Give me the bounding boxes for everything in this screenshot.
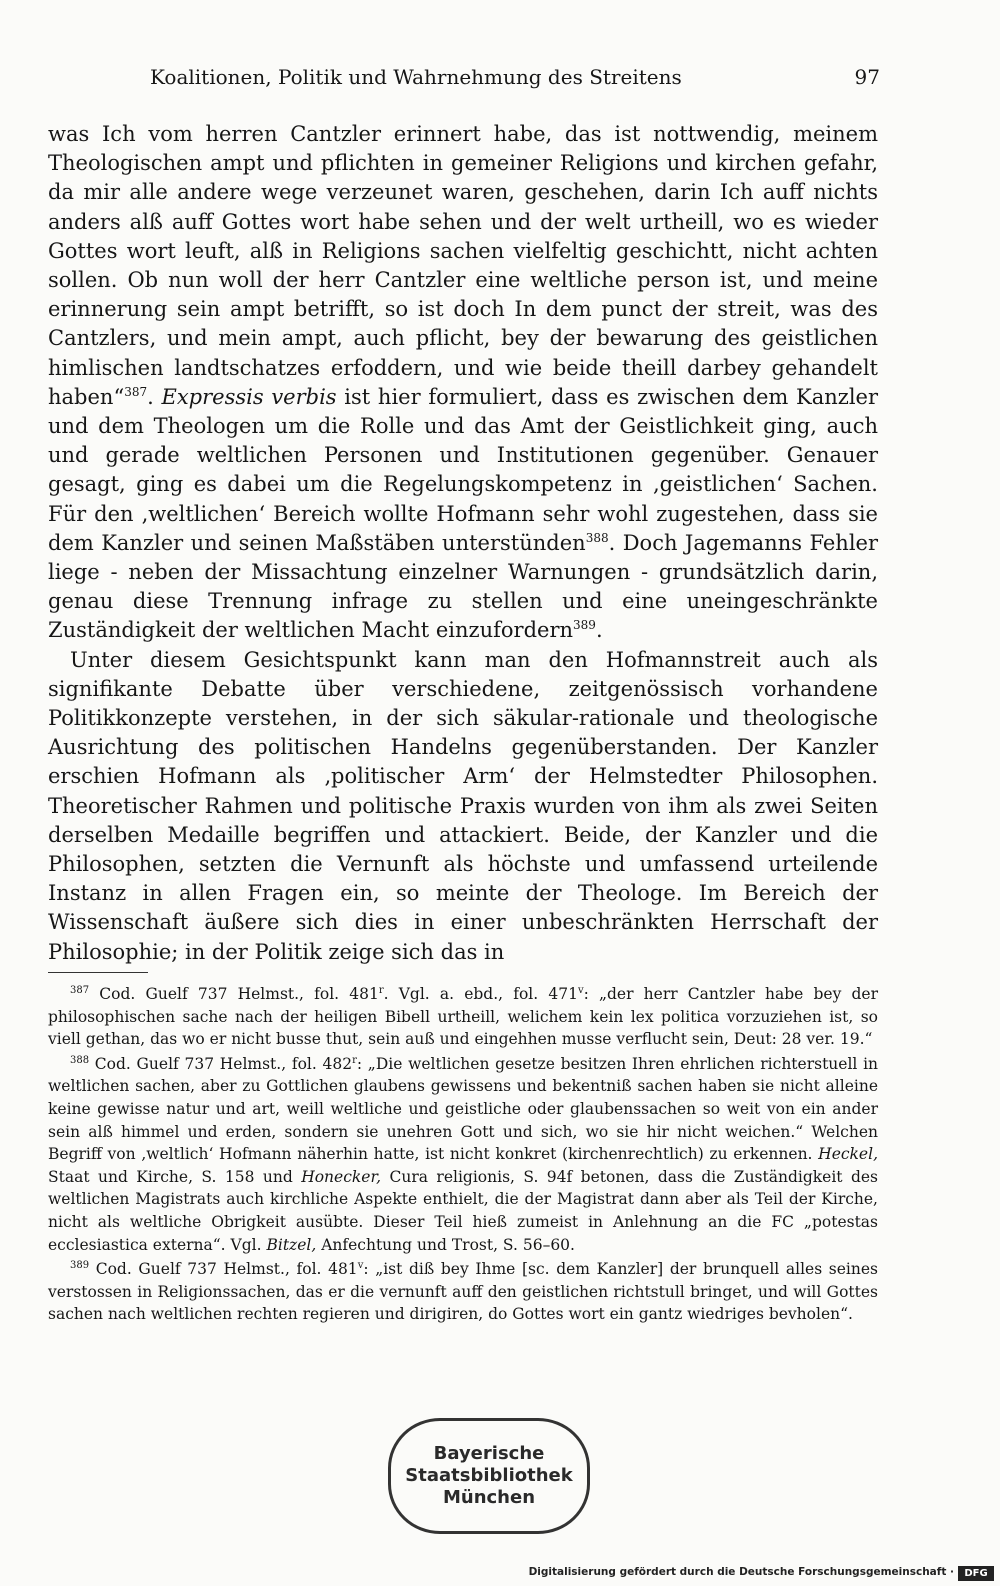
- quote-text: was Ich vom herren Cantzler erinnert habe, das ist nottwendig, meinem Theologischen ampt und pflichten in gemeiner Religions und kirchen gefahr, da mir alle andere wege verzeunet waren, geschehen, darin Ich auff nichts anders alß auff Gottes wort habe sehen und der welt urtheill, wo es wieder Gottes wort leuft, alß in Religions sachen vielfeltig geschichtt, nicht achten sollen. Ob nun woll der herr Cantzler eine weltliche person ist, und meine erinnerung sein ampt betrifft, so ist doch In dem punct der streit, was des Cantzlers, und mein ampt, auch pflicht, bey der bewarung des geistlichen himlischen landtschatzes erfoddern, und wie beide theill darbey gehandelt haben“: [48, 122, 878, 409]
- author-name: Heckel,: [818, 1145, 878, 1164]
- footnote-388: [48, 1053, 878, 1256]
- library-stamp: [388, 1418, 590, 1534]
- footnote-text: : „Die weltlichen gesetze besitzen Ihren ehrlichen richterstuell in weltlichen sachen, aber zu Gottlichen glaubens gewissens und bekentniß sachen haben sie nicht alleine keine gewisse natur und art, weill weltliche und geistliche oder glaubenssachen so weit von ein ander sein alß himmel und erden, sondern sie unehren Gott und sich, wo sie hir nicht weichen.“ Welchen Begriff von ‚weltlich‘ Hofmann näherhin hatte, ist nicht konkret (kirchenrechtlich) zu erkennen.: [48, 1054, 879, 1164]
- footnote-ref-387: 387: [124, 384, 148, 399]
- paragraph-2: Unter diesem Gesichtspunkt kann man den Hofmannstreit auch als signifikante Debatte über verschiedene, zeitgenössisch vorhandene Politikkonzepte verstehen, in der sich säkular-rationale und theologische Ausrichtung des politischen Handelns gegenüberstanden. Der Kanzler erschien Hofmann als ‚politischer Arm‘ der Helmstedter Philosophen. Theoretischer Rahmen und politische Praxis wurden von ihm als zwei Seiten derselben Medaille begriffen und attackiert. Beide, der Kanzler und die Philosophen, setzten die Vernunft als höchste und umfassend urteilende Instanz in allen Fragen ein, so meinte der Theologe. Im Bereich der Wissenschaft äußere sich dies in einer unbeschränkten Herrschaft der Philosophie; in der Politik zeige sich das in: [48, 647, 878, 964]
- folio-superscript: v: [357, 1259, 364, 1271]
- author-name: Honecker,: [301, 1167, 382, 1186]
- footnote-389: [48, 1258, 878, 1326]
- footnote-387: [48, 983, 878, 1051]
- footnote-text: Cod. Guelf 737 Helmst., fol. 481: [89, 985, 379, 1003]
- footnote-text: Cod. Guelf 737 Helmst., fol. 481: [89, 1260, 358, 1279]
- page-number: 97: [854, 65, 880, 89]
- body-text: [48, 120, 878, 967]
- footnotes: [48, 983, 878, 1326]
- footnote-divider: [48, 972, 148, 973]
- folio-superscript: r: [378, 984, 384, 996]
- footnote-text: Cod. Guelf 737 Helmst., fol. 482: [89, 1054, 353, 1073]
- footnote-text: Anfechtung und Trost, S. 56–60.: [316, 1235, 575, 1254]
- footnote-number: 387: [70, 984, 90, 996]
- stamp-line: München: [442, 1487, 536, 1508]
- folio-superscript: r: [352, 1054, 357, 1066]
- digitization-note: Digitalisierung gefördert durch die Deutsche Forschungsgemeinschaft ·: [528, 1566, 954, 1578]
- folio-superscript: v: [577, 984, 584, 996]
- paragraph-1: [48, 120, 878, 646]
- paragraph-1-text-b: .: [147, 384, 162, 409]
- stamp-line: Staatsbibliothek: [405, 1465, 573, 1486]
- footnote-text: : „ist diß bey Ihme [sc. dem Kanzler] der brunquell alles seines verstossen in Religionssachen, das er die vernunft auff den geistlichen richtstull bringet, und will Gottes sachen nach weltlichen rechten regieren und dirigiren, do Gottes wort ein gantz wiedriges bevholen“.: [48, 1260, 878, 1324]
- paragraph-1-text-c: ist hier formuliert, dass es zwischen dem Kanzler und dem Theologen um die Rolle und das Amt der Geistlichkeit ging, auch und gerade weltlichen Personen und Institutionen gegenüber. Genauer gesagt, ging es dabei um die Regelungskompetenz in ‚geistlichen‘ Sachen. Für den ‚weltlichen‘ Bereich wollte Hofmann sehr wohl zugestehen, dass sie dem Kanzler und seinen Maßstäben unterstünden: [48, 384, 879, 555]
- footnote-ref-389: 389: [573, 618, 596, 633]
- running-head: [150, 60, 880, 94]
- footnote-text: Staat und Kirche, S. 158 und: [48, 1167, 302, 1186]
- footnote-ref-388: 388: [585, 530, 609, 545]
- stamp-line: Bayerische: [433, 1443, 545, 1464]
- footnote-text: . Vgl. a. ebd., fol. 471: [383, 985, 578, 1003]
- paragraph-1-text-d: . Doch Jagemanns Fehler liege - neben der Missachtung einzelner Warnungen - grundsätzlich darin, genau diese Trennung infrage zu stellen und eine uneingeschränkte Zuständigkeit der weltlichen Macht einzufordern: [48, 530, 878, 643]
- author-name: Bitzel,: [266, 1235, 317, 1254]
- footnote-number: 389: [70, 1259, 90, 1271]
- running-title: Koalitionen, Politik und Wahrnehmung des Streitens: [150, 65, 682, 89]
- paragraph-1-text-e: .: [595, 618, 603, 643]
- footnote-text: Cura religionis, S. 94f betonen, dass die Zuständigkeit des weltlichen Magistrats auch kirchliche Aspekte enthielt, die der Magistrat dann aber als Teil der Kirche, nicht als weltliche Obrigkeit ausübte. Dieser Teil hieß zumeist in Anlehnung an die FC „potestas ecclesiastica externa“. Vgl.: [48, 1167, 878, 1254]
- footnote-number: 388: [70, 1054, 90, 1066]
- dfg-logo: DFG: [958, 1566, 994, 1581]
- footnote-text: : „der herr Cantzler habe bey der philosophischen sache nach der heiligen Bibell urtheill, welichem kein lex politica vorzuziehen ist, so viell gethan, das wo er nicht busse thut, sein auß und eingehhen musse verflucht sein, Deut: 28 ver. 19.“: [48, 985, 878, 1049]
- italic-phrase: Expressis verbis: [161, 384, 337, 409]
